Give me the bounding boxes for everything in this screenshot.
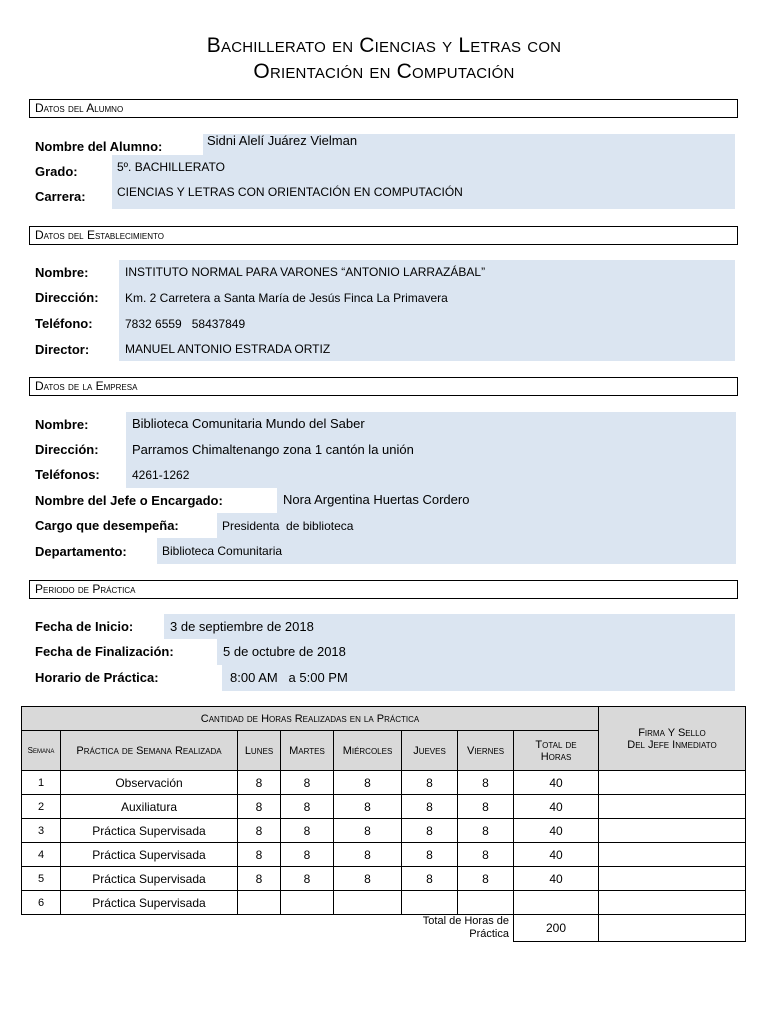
firma-header-line1: Firma Y Sello [638, 726, 706, 739]
empresa-jefe-label: Nombre del Jefe o Encargado: [35, 493, 223, 508]
cell-miercoles [334, 891, 402, 915]
cell-lunes: 8 [238, 867, 281, 891]
cell-semana: 1 [22, 771, 61, 795]
alumno-carrera-label: Carrera: [35, 189, 86, 204]
cell-jueves: 8 [402, 843, 458, 867]
hours-table [21, 706, 746, 942]
alumno-grado-label: Grado: [35, 164, 78, 179]
cell-firma [599, 867, 746, 891]
empresa-nombre-label: Nombre: [35, 417, 89, 432]
cell-practica: Práctica Supervisada [61, 819, 238, 843]
cell-firma [599, 891, 746, 915]
cell-viernes: 8 [458, 819, 514, 843]
cell-lunes: 8 [238, 819, 281, 843]
empresa-jefe-value: Nora Argentina Huertas Cordero [283, 492, 470, 507]
cell-firma [599, 843, 746, 867]
column-header-lunes: Lunes [238, 731, 281, 771]
document-title-line2: Orientación en Computación [253, 60, 515, 83]
cell-total: 40 [514, 795, 599, 819]
empresa-departamento-value: Biblioteca Comunitaria [162, 544, 283, 558]
cell-jueves: 8 [402, 795, 458, 819]
column-header-semana: Semana [22, 731, 61, 771]
empresa-nombre-value: Biblioteca Comunitaria Mundo del Saber [132, 416, 365, 431]
empresa-telefonos-value: 4261-1262 [132, 468, 190, 482]
cell-total: 40 [514, 867, 599, 891]
periodo-inicio-value: 3 de septiembre de 2018 [170, 619, 314, 634]
alumno-grado-value: 5º. BACHILLERATO [117, 160, 225, 174]
cell-miercoles: 8 [334, 867, 402, 891]
firma-header [599, 707, 746, 771]
cell-total: 40 [514, 843, 599, 867]
table-row [22, 819, 746, 843]
section-establecimiento-header: Datos del Establecimiento [29, 226, 738, 245]
cell-semana: 4 [22, 843, 61, 867]
cell-semana: 6 [22, 891, 61, 915]
column-header-total: Total de Horas [514, 731, 599, 771]
cell-jueves: 8 [402, 771, 458, 795]
cell-martes: 8 [281, 771, 334, 795]
establecimiento-telefono-value: 7832 6559 58437849 [125, 317, 246, 331]
cell-martes: 8 [281, 843, 334, 867]
alumno-nombre-value: Sidni Alelí Juárez Vielman [207, 133, 358, 148]
cell-viernes: 8 [458, 867, 514, 891]
table-row [22, 795, 746, 819]
table-row [22, 771, 746, 795]
establecimiento-nombre-value: INSTITUTO NORMAL PARA VARONES “ANTONIO LARRAZÁBAL” [125, 265, 486, 279]
cell-viernes: 8 [458, 771, 514, 795]
cell-practica: Observación [61, 771, 238, 795]
table-row [22, 843, 746, 867]
cell-total: 40 [514, 771, 599, 795]
document-title-line1: Bachillerato en Ciencias y Letras con [206, 34, 562, 57]
periodo-inicio-label: Fecha de Inicio: [35, 619, 134, 634]
periodo-horario-label: Horario de Práctica: [35, 670, 159, 685]
column-header-viernes: Viernes [458, 731, 514, 771]
total-horas-value: 200 [514, 915, 599, 942]
cell-firma [599, 795, 746, 819]
total-horas-label-text: Total de Horas de Práctica [422, 915, 509, 940]
cell-martes: 8 [281, 819, 334, 843]
establecimiento-telefono-label: Teléfono: [35, 316, 93, 331]
cell-jueves [402, 891, 458, 915]
cell-practica: Práctica Supervisada [61, 891, 238, 915]
empresa-direccion-value: Parramos Chimaltenango zona 1 cantón la unión [132, 442, 414, 457]
hours-table-header: Cantidad de Horas Realizadas en la Práctica [22, 707, 599, 731]
cell-lunes: 8 [238, 771, 281, 795]
establecimiento-nombre-label: Nombre: [35, 265, 89, 280]
cell-viernes: 8 [458, 843, 514, 867]
cell-lunes [238, 891, 281, 915]
establecimiento-director-label: Director: [35, 342, 90, 357]
periodo-fin-label: Fecha de Finalización: [35, 644, 174, 659]
establecimiento-direccion-value: Km. 2 Carretera a Santa María de Jesús Finca La Primavera [125, 291, 448, 305]
section-empresa-header: Datos de la Empresa [29, 377, 738, 396]
cell-lunes: 8 [238, 843, 281, 867]
total-firma-cell [599, 915, 746, 942]
column-header-practica: Práctica de Semana Realizada [61, 731, 238, 771]
cell-lunes: 8 [238, 795, 281, 819]
alumno-carrera-value: CIENCIAS Y LETRAS CON ORIENTACIÓN EN COMPUTACIÓN [117, 185, 463, 199]
cell-miercoles: 8 [334, 843, 402, 867]
cell-miercoles: 8 [334, 795, 402, 819]
establecimiento-direccion-label: Dirección: [35, 290, 99, 305]
periodo-horario-value: 8:00 AM a 5:00 PM [230, 670, 348, 685]
cell-jueves: 8 [402, 819, 458, 843]
empresa-cargo-value: Presidenta de biblioteca [222, 519, 354, 533]
empresa-departamento-label: Departamento: [35, 544, 127, 559]
cell-martes: 8 [281, 867, 334, 891]
section-alumno-header: Datos del Alumno [29, 99, 738, 118]
cell-viernes [458, 891, 514, 915]
empresa-cargo-label: Cargo que desempeña: [35, 518, 179, 533]
cell-semana: 5 [22, 867, 61, 891]
cell-jueves: 8 [402, 867, 458, 891]
cell-semana: 2 [22, 795, 61, 819]
table-row [22, 891, 746, 915]
section-periodo-header: Periodo de Práctica [29, 580, 738, 599]
establecimiento-director-value: MANUEL ANTONIO ESTRADA ORTIZ [125, 342, 331, 356]
cell-firma [599, 771, 746, 795]
cell-viernes: 8 [458, 795, 514, 819]
alumno-nombre-label: Nombre del Alumno: [35, 139, 163, 154]
column-header-jueves: Jueves [402, 731, 458, 771]
total-horas-label [22, 915, 514, 942]
cell-martes [281, 891, 334, 915]
cell-semana: 3 [22, 819, 61, 843]
empresa-direccion-label: Dirección: [35, 442, 99, 457]
cell-miercoles: 8 [334, 771, 402, 795]
cell-total: 40 [514, 819, 599, 843]
cell-firma [599, 819, 746, 843]
table-row [22, 867, 746, 891]
column-header-miercoles: Miércoles [334, 731, 402, 771]
cell-martes: 8 [281, 795, 334, 819]
cell-total [514, 891, 599, 915]
column-header-martes: Martes [281, 731, 334, 771]
cell-practica: Auxiliatura [61, 795, 238, 819]
cell-miercoles: 8 [334, 819, 402, 843]
cell-practica: Práctica Supervisada [61, 867, 238, 891]
cell-practica: Práctica Supervisada [61, 843, 238, 867]
firma-header-line2: Del Jefe Inmediato [627, 738, 717, 751]
periodo-fin-value: 5 de octubre de 2018 [223, 644, 346, 659]
empresa-telefonos-label: Teléfonos: [35, 467, 100, 482]
